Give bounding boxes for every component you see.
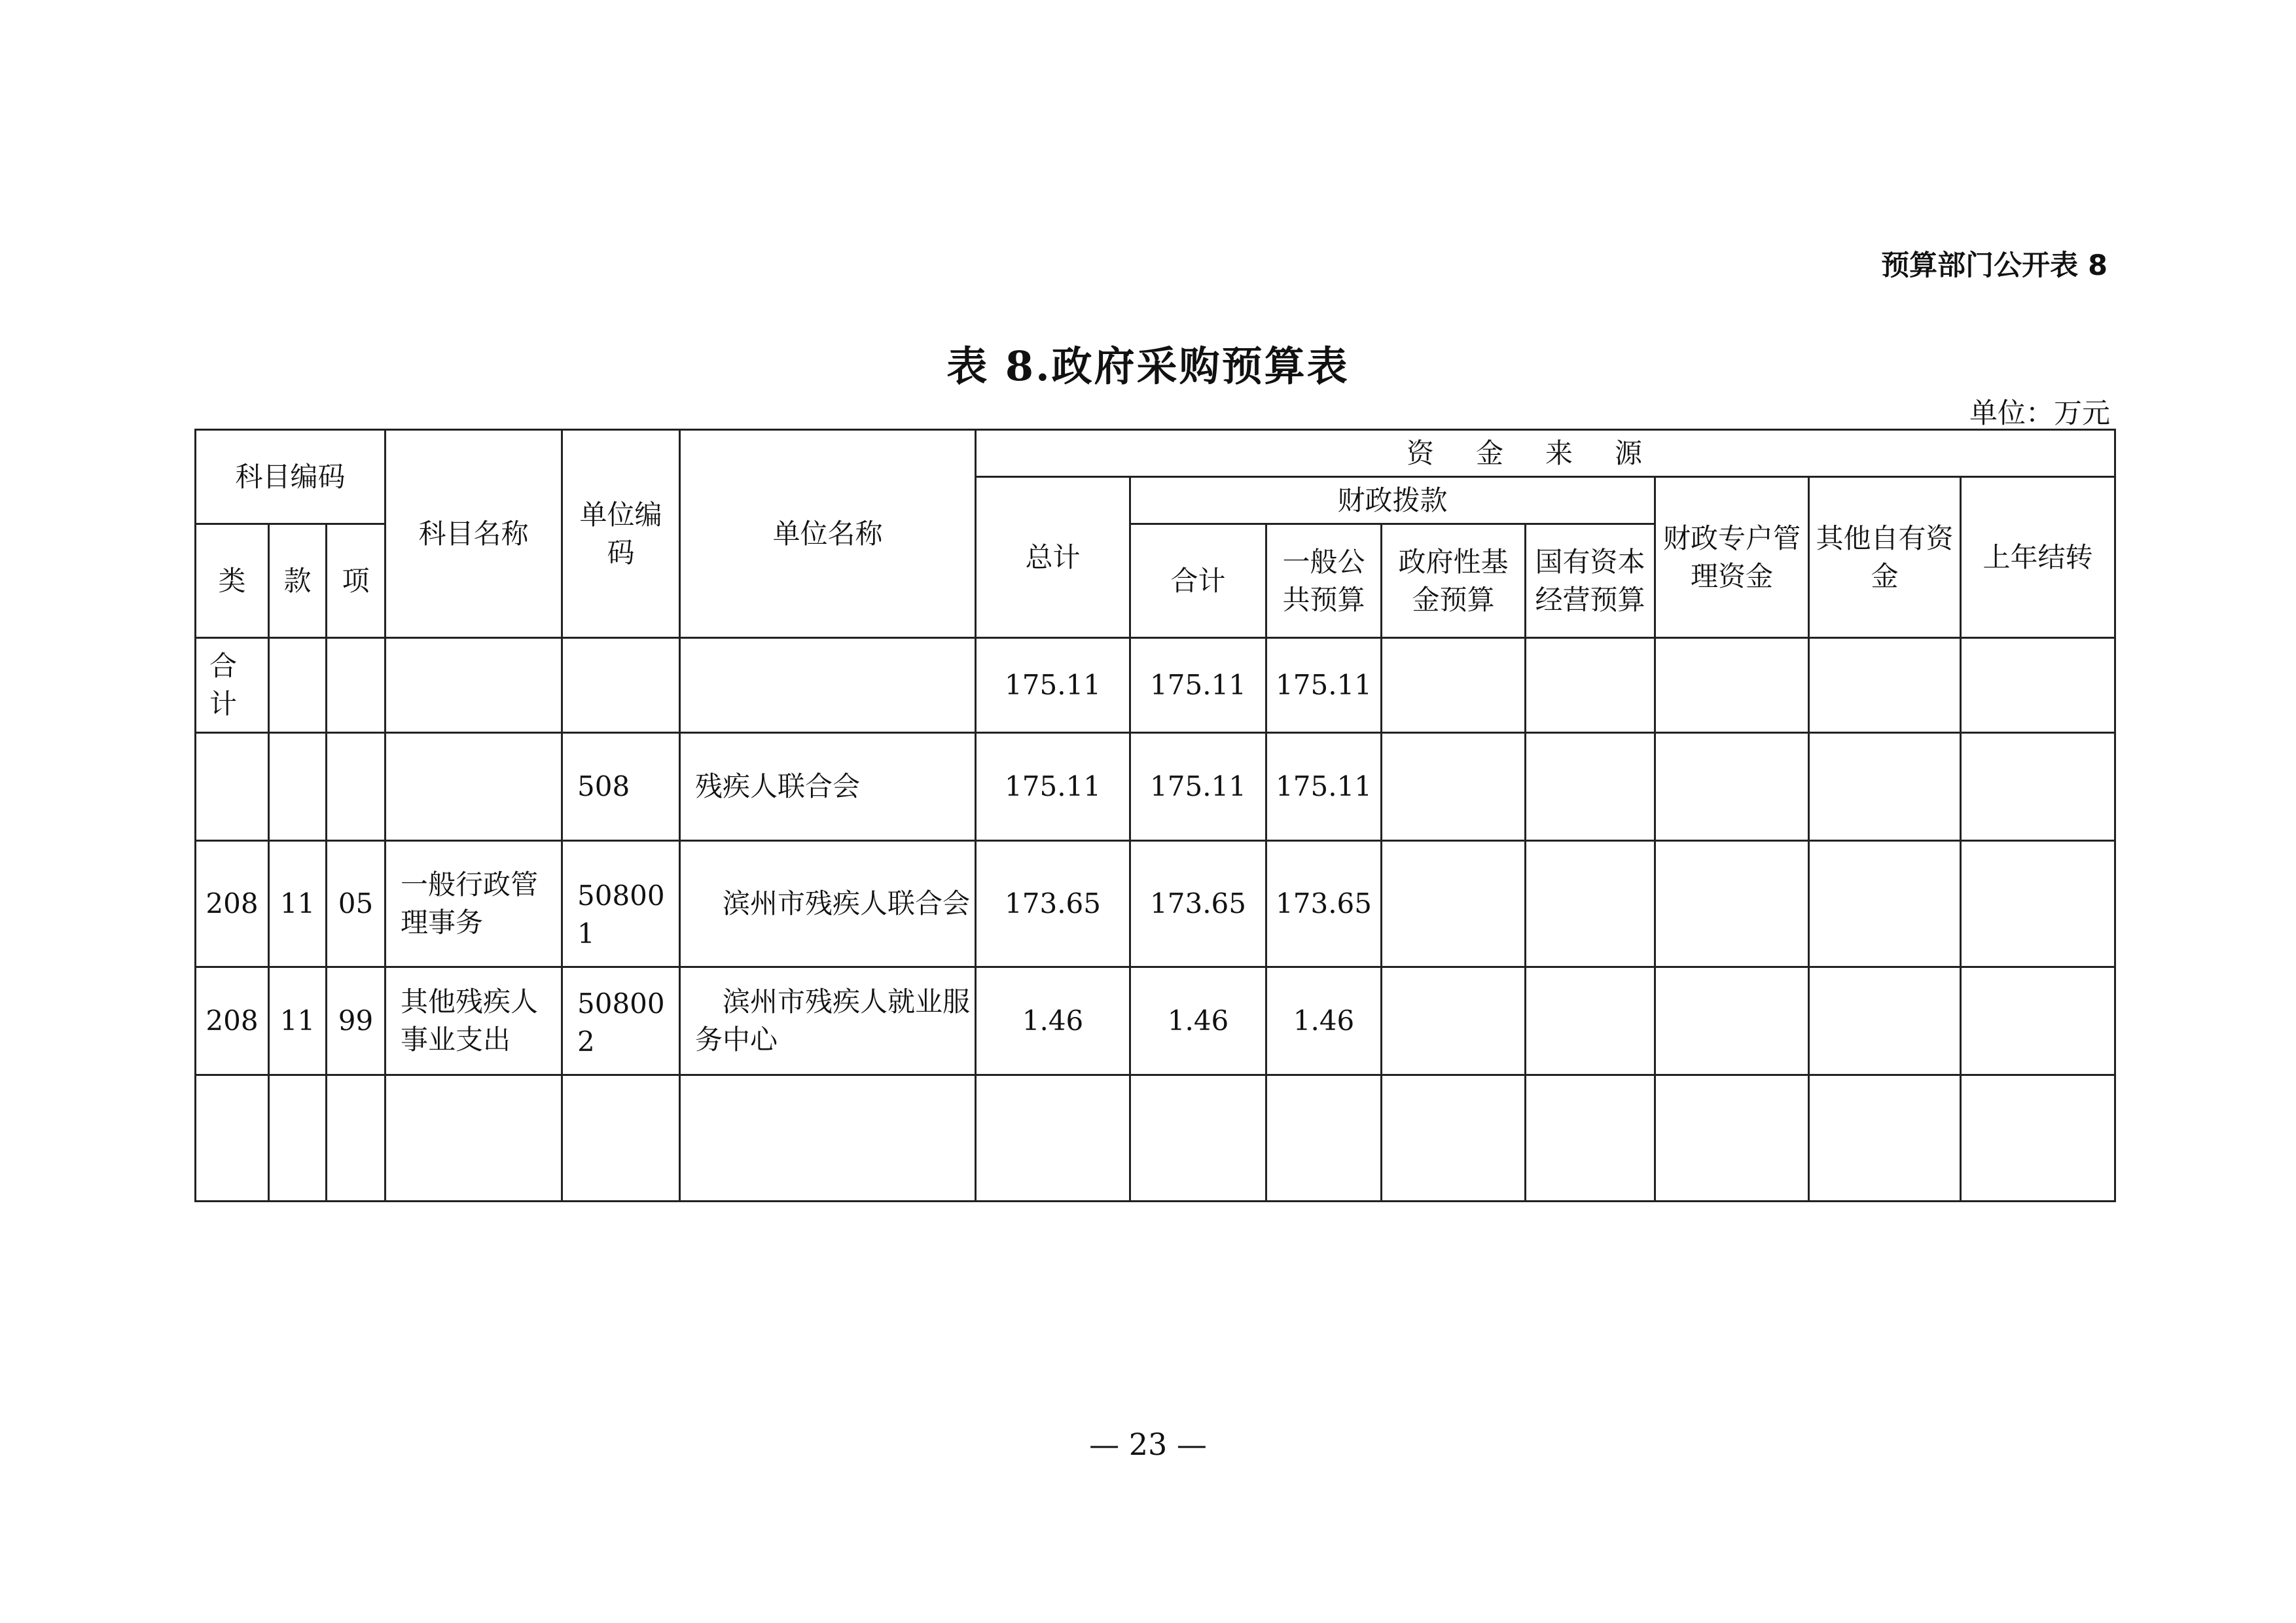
cell-unit-code: 508	[562, 733, 680, 841]
cell-unit-code: 508002	[562, 967, 680, 1075]
cell-unit-code	[562, 1075, 680, 1202]
cell-state-capital-budget	[1526, 1075, 1655, 1202]
cell-unit-name	[680, 1075, 976, 1202]
cell-gov-fund-budget	[1382, 638, 1526, 733]
cell-total: 1.46	[976, 967, 1130, 1075]
cell-subject-name	[386, 733, 562, 841]
cell-general-public-budget: 173.65	[1266, 841, 1382, 967]
cell-gov-fund-budget	[1382, 733, 1526, 841]
cell-lei: 208	[196, 841, 269, 967]
cell-fiscal-special-account	[1655, 967, 1809, 1075]
cell-total: 175.11	[976, 638, 1130, 733]
cell-subtotal: 175.11	[1130, 638, 1266, 733]
cell-prior-year-carryover	[1961, 638, 2115, 733]
table-row	[196, 967, 2115, 1075]
cell-unit-code: 508001	[562, 841, 680, 967]
cell-kuan	[269, 638, 327, 733]
cell-lei	[196, 1075, 269, 1202]
header-general-public-budget: 一般公共预算	[1266, 524, 1382, 638]
header-lei: 类	[196, 524, 269, 638]
header-other-own-funds: 其他自有资金	[1809, 477, 1961, 638]
cell-unit-code	[562, 638, 680, 733]
cell-subtotal: 173.65	[1130, 841, 1266, 967]
cell-subject-name: 其他残疾人事业支出	[386, 967, 562, 1075]
unit-label: 单位：万元	[1969, 397, 2110, 430]
cell-xiang	[327, 638, 386, 733]
cell-subject-name	[386, 638, 562, 733]
cell-gov-fund-budget	[1382, 967, 1526, 1075]
cell-prior-year-carryover	[1961, 967, 2115, 1075]
table-row	[196, 638, 2115, 733]
cell-general-public-budget: 175.11	[1266, 638, 1382, 733]
table-row	[196, 733, 2115, 841]
cell-unit-name	[680, 638, 976, 733]
cell-total	[976, 1075, 1130, 1202]
header-unit-code: 单位编码	[562, 430, 680, 638]
cell-kuan	[269, 1075, 327, 1202]
procurement-budget-table	[194, 429, 2116, 1202]
cell-unit-name: 残疾人联合会	[680, 733, 976, 841]
header-fiscal-appropriation: 财政拨款	[1130, 477, 1655, 524]
header-fund-source: 资金来源	[976, 430, 2115, 477]
cell-general-public-budget: 1.46	[1266, 967, 1382, 1075]
cell-total: 175.11	[976, 733, 1130, 841]
cell-fiscal-special-account	[1655, 841, 1809, 967]
cell-fiscal-special-account	[1655, 733, 1809, 841]
header-subtotal: 合计	[1130, 524, 1266, 638]
cell-gov-fund-budget	[1382, 1075, 1526, 1202]
document-title: 表 8.政府采购预算表	[946, 342, 1350, 390]
cell-other-own-funds	[1809, 733, 1961, 841]
cell-prior-year-carryover	[1961, 733, 2115, 841]
cell-subject-name	[386, 1075, 562, 1202]
cell-state-capital-budget	[1526, 733, 1655, 841]
cell-subtotal: 1.46	[1130, 967, 1266, 1075]
cell-subtotal: 175.11	[1130, 733, 1266, 841]
table-number-label: 预算部门公开表 8	[1881, 249, 2108, 282]
cell-xiang	[327, 733, 386, 841]
cell-unit-name: 滨州市残疾人联合会	[680, 841, 976, 967]
header-gov-fund-budget: 政府性基金预算	[1382, 524, 1526, 638]
cell-state-capital-budget	[1526, 841, 1655, 967]
header-prior-year-carryover: 上年结转	[1961, 477, 2115, 638]
cell-other-own-funds	[1809, 1075, 1961, 1202]
cell-state-capital-budget	[1526, 967, 1655, 1075]
cell-total: 173.65	[976, 841, 1130, 967]
cell-lei: 208	[196, 967, 269, 1075]
cell-general-public-budget: 175.11	[1266, 733, 1382, 841]
cell-xiang: 05	[327, 841, 386, 967]
cell-fiscal-special-account	[1655, 1075, 1809, 1202]
cell-kuan: 11	[269, 967, 327, 1075]
cell-other-own-funds	[1809, 841, 1961, 967]
header-subject-code: 科目编码	[196, 430, 386, 524]
header-state-capital-budget: 国有资本经营预算	[1526, 524, 1655, 638]
cell-lei: 合计	[196, 638, 269, 733]
cell-unit-name: 滨州市残疾人就业服务中心	[680, 967, 976, 1075]
header-subject-name: 科目名称	[386, 430, 562, 638]
cell-xiang: 99	[327, 967, 386, 1075]
header-fiscal-special-account: 财政专户管理资金	[1655, 477, 1809, 638]
cell-subject-name: 一般行政管理事务	[386, 841, 562, 967]
cell-fiscal-special-account	[1655, 638, 1809, 733]
cell-general-public-budget	[1266, 1075, 1382, 1202]
cell-kuan	[269, 733, 327, 841]
cell-prior-year-carryover	[1961, 1075, 2115, 1202]
cell-other-own-funds	[1809, 967, 1961, 1075]
table-row	[196, 1075, 2115, 1202]
header-total: 总计	[976, 477, 1130, 638]
cell-kuan: 11	[269, 841, 327, 967]
cell-prior-year-carryover	[1961, 841, 2115, 967]
page-number: — 23 —	[1089, 1427, 1207, 1462]
cell-subtotal	[1130, 1075, 1266, 1202]
header-xiang: 项	[327, 524, 386, 638]
cell-other-own-funds	[1809, 638, 1961, 733]
header-kuan: 款	[269, 524, 327, 638]
cell-state-capital-budget	[1526, 638, 1655, 733]
cell-lei	[196, 733, 269, 841]
table-row	[196, 841, 2115, 967]
header-unit-name: 单位名称	[680, 430, 976, 638]
cell-gov-fund-budget	[1382, 841, 1526, 967]
cell-xiang	[327, 1075, 386, 1202]
